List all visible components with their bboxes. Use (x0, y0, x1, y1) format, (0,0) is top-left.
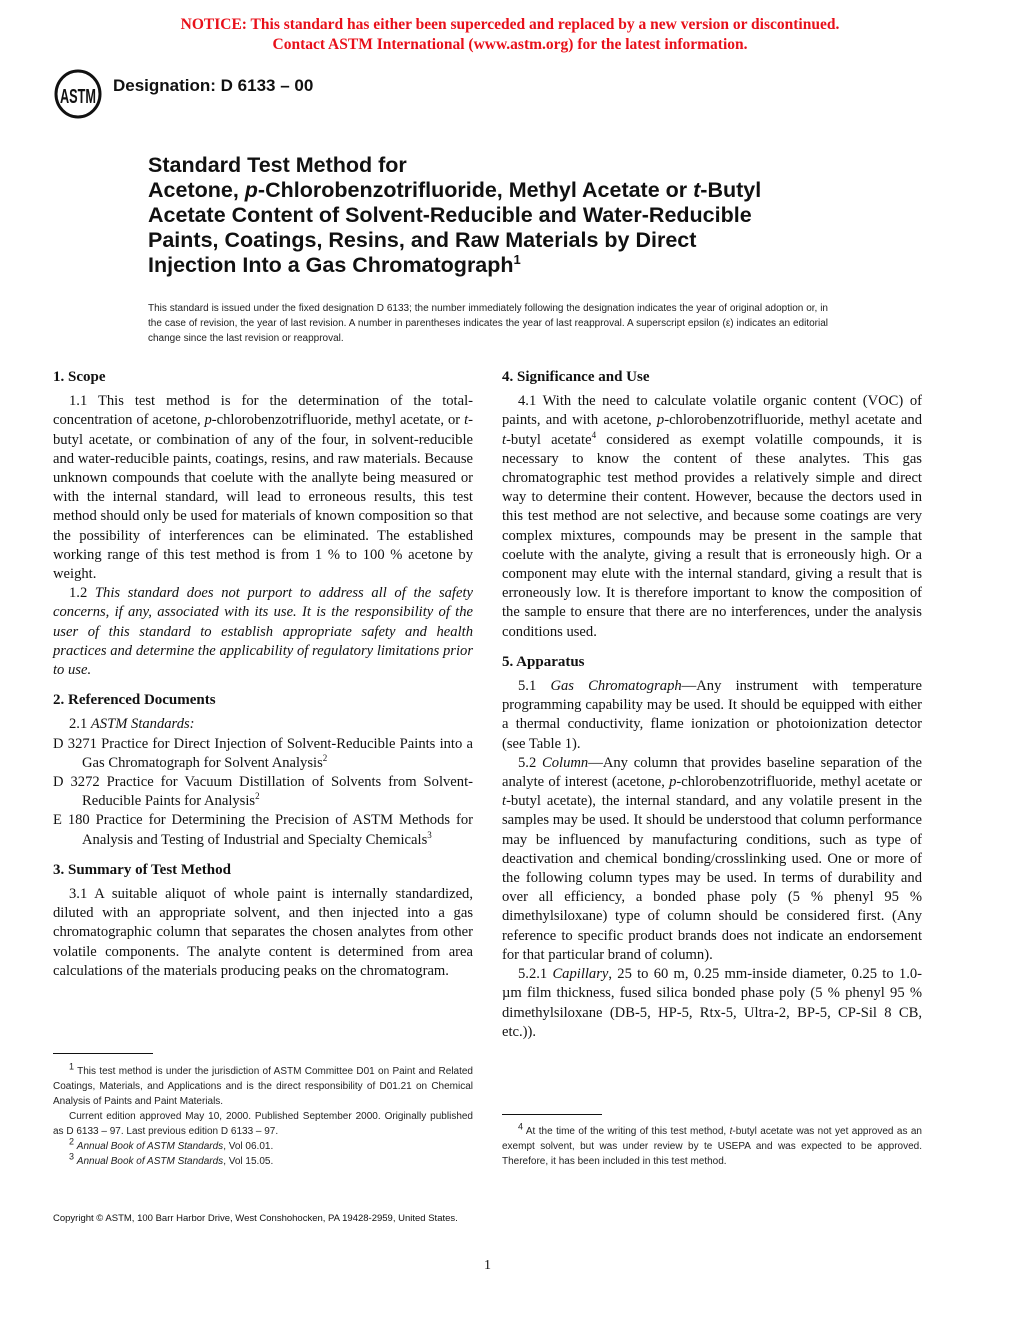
footnote (53, 1109, 473, 1139)
text-run: , Vol 15.05. (223, 1156, 274, 1167)
text-run: t (502, 431, 507, 448)
text-run: D 3271 Practice for Direct Injection of Solvent-Reducible Paints into a Gas Chromatograph for Solvent Analysis (53, 735, 473, 771)
section-heading: 3. Summary of Test Method (53, 861, 231, 878)
section-heading: 1. Scope (53, 369, 106, 385)
text-run: E 180 Practice for Determining the Precision of ASTM Methods for Analysis and Testing of Industrial and Specialty Chemicals (53, 812, 473, 848)
footnote (502, 1121, 922, 1169)
paragraph (53, 735, 473, 773)
text-run: , Vol 06.01. (223, 1141, 274, 1152)
text-run: -Butyl (700, 178, 762, 202)
text-run: p (669, 774, 677, 791)
paragraph (53, 715, 473, 734)
text-run: , 25 to 60 m, 0.25 mm-inside diameter, 0.25 to 1.0-µm film thickness, fused silica bonded phase poly (5 % phenyl 95 % dimethylsiloxane (DB-5, HP-5, Rtx-5, Ultra-2, BP-5, CP-Sil 8 CB, etc.)). (502, 966, 922, 1040)
footnote-divider (53, 1053, 153, 1054)
text-run: -butyl acetate (506, 431, 592, 448)
footnote-ref: 2 (322, 753, 328, 763)
text-run: p (244, 178, 258, 202)
left-column (53, 368, 473, 981)
text-run: p (204, 412, 212, 429)
text-run: -butyl acetate, or combination of any of the four, in solvent-reducible and water-reducible paints, coatings, resins, and raw materials. Because unknown compounds that coelute with the anallyte being measured or with the internal standard, will lead to erroneous results, this test method should only be used for materials of known composition so that the possibility of interferences can be eliminated. The established working range of this test method is from 1 % to 100 % acetone by weight. (53, 412, 473, 583)
footnotes-left (53, 1061, 473, 1169)
designation: Designation: D 6133 – 00 (113, 76, 314, 95)
copyright: Copyright © ASTM, 100 Barr Harbor Drive, West Conshohocken, PA 19428-2959, United States. (53, 1213, 458, 1224)
text-run: considered as exempt volatille compounds, it is necessary to know the content of these analytes. This gas chromatographic test method provides a relatively simple and direct way to determine their content. However, because the dectors used in this test method are not selective, and because some coatings are very complex mixtures, compounds may be present in the sample that coelute with the analyte, giving a result that is erroneously high. Or a component may elute with the internal standard, giving a result that is erroneously low. It is therefore important to know the composition of the sample to ensure that there are no interferences, under the analysis conditions used. (502, 431, 922, 640)
text-run: -chlorobenzotrifluoride, methyl acetate and (664, 412, 922, 429)
text-run: t (502, 793, 507, 810)
text-run: -chlorobenzotrifluoride, methyl acetate, or (211, 412, 465, 429)
text-run: Column (542, 754, 589, 771)
text-run: D 3272 Practice for Vacuum Distillation of Solvents from Solvent-Reducible Paints for Analysis (53, 774, 473, 810)
text-run: 5.2.1 (518, 966, 553, 983)
text-run: p (656, 412, 665, 429)
footnote-ref: 4 (518, 1121, 524, 1132)
text-run: 5.1 (518, 678, 551, 695)
paragraph (502, 965, 922, 1042)
text-run: Current edition approved May 10, 2000. Published September 2000. Originally published as D 6133 – 97. Last previous edition D 6133 – 97. (53, 1111, 473, 1137)
section-heading: 4. Significance and Use (502, 369, 650, 385)
text-run: 1.2 (69, 585, 95, 602)
text-run: Acetone, (148, 178, 245, 202)
footnote-ref: 2 (69, 1136, 75, 1147)
notice-line-2: Contact ASTM International (www.astm.org) for the latest information. (272, 36, 748, 53)
text-run: 5.2 (518, 754, 543, 771)
title-line (148, 203, 761, 228)
text-run: -butyl acetate), the internal standard, and any volatile present in the samples may be used. It should be understood that column performance may be influenced by manufacturing conditions, such as type of deactivation and chemical bonding/crosslinking used. One or more of the following column types may be used. In terms of durability and over all efficiency, a bonded phase poly (5 % phenyl 95 % dimethylsiloxane) type of column should be considered first. (Any reference to specific product brands does not indicate an endorsement for that particular brand of column). (502, 793, 922, 963)
text-run: At the time of the writing of this test method, (523, 1126, 730, 1137)
text-run: This standard does not purport to address all of the safety concerns, if any, associated with its use. It is the responsibility of the user of this standard to establish appropriate safety and health practices and determine the applicability of regulatory limitations prior to use. (53, 585, 473, 679)
title-line (148, 178, 761, 203)
footnote-ref: 4 (591, 429, 597, 440)
text-run: This test method is under the jurisdiction of ASTM Committee D01 on Paint and Related Coatings, Materials, and Applications and is the direct responsibility of D01.21 on Chemical Analysis of Paints and Paint Materials. (53, 1066, 473, 1107)
text-run: 4.1 With the need to calculate volatile organic content (VOC) of paints, and with acetone, (502, 393, 922, 429)
issuance-note: This standard is issued under the fixed designation D 6133; the number immediately following the designation indicates the year of original adoption or, in the case of revision, the year of last revision. A number in parentheses indicates the year of last reapproval. A superscript epsilon (ε) indicates an editorial change since the last revision or reapproval. (148, 303, 828, 344)
section-heading: 2. Referenced Documents (53, 692, 216, 709)
text-run: 3.1 A suitable aliquot of whole paint is internally standardized, diluted with an appropriate solvent, and then injected into a gas chromatographic column that separates the chosen analytes from other volatile components. The analyte content is determined from area calculations of the materials producing peaks on the chromatogram. (53, 886, 473, 979)
notice-line-1: NOTICE: This standard has either been superceded and replaced by a new version or discontinued. (180, 16, 840, 33)
footnote-ref: 1 (69, 1061, 75, 1072)
paragraph (502, 677, 922, 754)
footnote (53, 1136, 473, 1154)
text-run: —Any instrument with temperature programming capability may be used. It should be equipped with either a thermal conductivity, flame ionization or photoionization detector (see Table 1). (502, 678, 923, 752)
title-line (148, 228, 761, 253)
text-run: t (464, 412, 469, 429)
page-number: 1 (484, 1258, 491, 1273)
footnote-ref: 3 (427, 829, 432, 840)
title-line (148, 153, 761, 178)
text-run: Standard Test Method for (148, 153, 407, 177)
text-run: Acetate Content of Solvent-Reducible and Water-Reducible (148, 203, 752, 227)
paragraph (53, 392, 473, 584)
text-run: —Any column that provides baseline separation of the analyte of interest (acetone, (502, 754, 922, 791)
text-run: -Chlorobenzotrifluoride, Methyl Acetate or (257, 178, 694, 202)
svg-text:ASTM: ASTM (60, 86, 96, 108)
footnote-ref: 3 (69, 1151, 75, 1162)
text-run: -butyl acetate was not yet approved as an exempt solvent, but was under review by te USEPA and was expected to be approved. Therefore, it has been included in this test method. (502, 1126, 922, 1167)
document-title (148, 153, 761, 278)
text-run: t (729, 1126, 733, 1137)
text-run: 1.1 This test method is for the determination of the total-concentration of acetone, (53, 393, 473, 429)
title-line (148, 253, 761, 278)
paragraph (53, 584, 473, 680)
footnote (53, 1061, 473, 1109)
footnote-ref: 2 (255, 791, 260, 802)
text-run: Annual Book of ASTM Standards (76, 1156, 224, 1167)
footnote (53, 1151, 473, 1169)
section-heading: 5. Apparatus (502, 653, 585, 670)
footnote-divider (502, 1114, 602, 1115)
paragraph (502, 754, 922, 965)
text-run: 2.1 (69, 716, 91, 733)
text-run: ASTM Standards: (90, 716, 195, 733)
text-run: Paints, Coatings, Resins, and Raw Materials by Direct (148, 228, 697, 252)
text-run: Gas Chromatograph (550, 678, 682, 695)
footnotes-right (502, 1121, 922, 1169)
footnote-ref: 1 (513, 251, 521, 267)
paragraph (53, 773, 473, 811)
paragraph (53, 811, 473, 849)
paragraph (53, 885, 473, 981)
text-run: Capillary (552, 966, 609, 983)
right-column (502, 368, 922, 1042)
paragraph (502, 392, 922, 642)
text-run: t (693, 178, 701, 202)
astm-logo-icon (54, 70, 102, 118)
text-run: Annual Book of ASTM Standards (76, 1141, 224, 1152)
text-run: Injection Into a Gas Chromatograph (148, 253, 514, 277)
text-run: -chlorobenzotrifluoride, methyl acetate or (676, 774, 922, 791)
